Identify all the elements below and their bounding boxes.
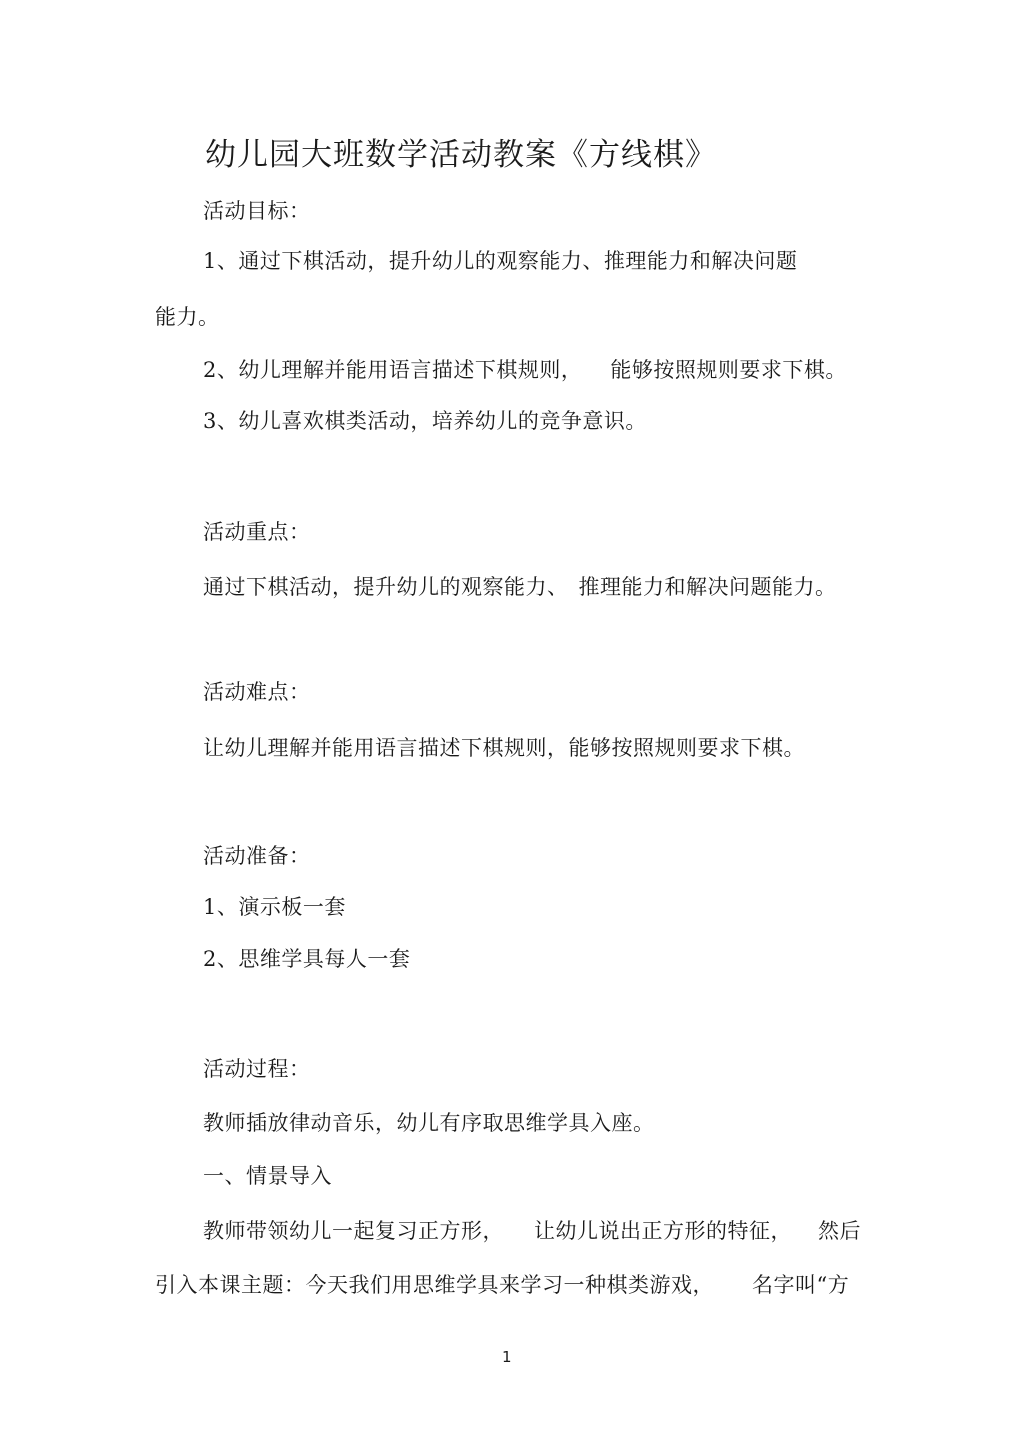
key-points-part-1: 通过下棋活动，提升幼儿的观察能力、 xyxy=(203,575,569,599)
section-1-line-1-part-3: 然后 xyxy=(818,1219,861,1243)
preparation-heading: 活动准备： xyxy=(203,844,311,868)
difficulty-text: 让幼儿理解并能用语言描述下棋规则，能够按照规则要求下棋。 xyxy=(203,736,805,760)
objective-1-line-1: 1、通过下棋活动，提升幼儿的观察能力、推理能力和解决问题 xyxy=(203,249,798,273)
process-heading: 活动过程： xyxy=(203,1057,311,1081)
objective-2 xyxy=(203,355,847,385)
section-1-line-1-part-1: 教师带领幼儿一起复习正方形， xyxy=(203,1219,504,1243)
key-points-text xyxy=(203,572,837,602)
difficulty-heading: 活动难点： xyxy=(203,680,311,704)
objective-2-part-2: 能够按照规则要求下棋。 xyxy=(610,358,847,382)
process-intro: 教师插放律动音乐，幼儿有序取思维学具入座。 xyxy=(203,1111,655,1135)
section-1-line-2-part-2: 名字叫“方 xyxy=(752,1273,850,1297)
section-1-heading: 一、情景导入 xyxy=(203,1164,332,1188)
page-number: 1 xyxy=(502,1348,512,1366)
objective-1-line-2: 能力。 xyxy=(155,305,220,329)
key-points-part-2: 推理能力和解决问题能力。 xyxy=(578,575,837,599)
section-1-line-1 xyxy=(203,1216,861,1246)
section-1-line-1-part-2: 让幼儿说出正方形的特征， xyxy=(534,1219,792,1243)
section-1-line-2 xyxy=(155,1270,849,1300)
section-1-line-2-part-1: 引入本课主题：今天我们用思维学具来学习一种棋类游戏， xyxy=(155,1273,714,1297)
objectives-heading: 活动目标： xyxy=(203,199,311,223)
objective-3: 3、幼儿喜欢棋类活动，培养幼儿的竞争意识。 xyxy=(203,409,647,433)
document-title: 幼儿园大班数学活动教案《方线棋》 xyxy=(205,137,717,173)
key-points-heading: 活动重点： xyxy=(203,520,311,544)
preparation-item-2: 2、思维学具每人一套 xyxy=(203,947,411,971)
preparation-item-1: 1、演示板一套 xyxy=(203,895,346,919)
objective-2-part-1: 2、幼儿理解并能用语言描述下棋规则， xyxy=(203,358,583,382)
